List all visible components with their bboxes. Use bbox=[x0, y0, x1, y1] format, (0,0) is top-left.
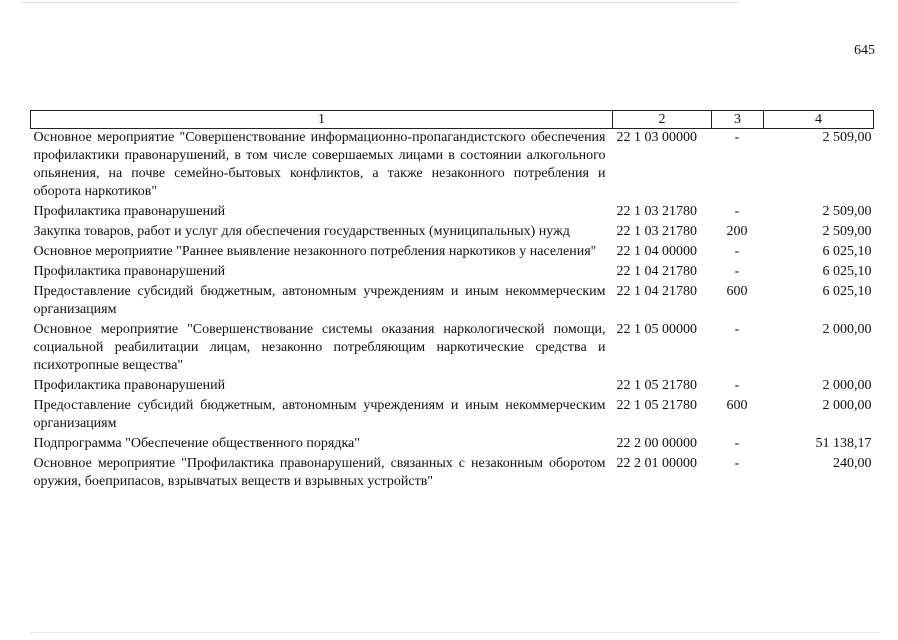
row-name: Основное мероприятие "Раннее выявление незаконного потребления наркотиков у населения" bbox=[33, 244, 597, 259]
row-code: 22 2 00 00000 bbox=[616, 436, 697, 451]
row-code: 22 1 05 00000 bbox=[616, 322, 697, 337]
scan-artifact-bottom bbox=[30, 632, 880, 633]
row-code: 22 1 05 21780 bbox=[616, 398, 697, 413]
row-amount: 2 000,00 bbox=[822, 378, 872, 393]
table-row bbox=[31, 129, 874, 204]
row-amount: 240,00 bbox=[833, 456, 872, 471]
table-row bbox=[31, 243, 874, 263]
row-name: Закупка товаров, работ и услуг для обеспечения государственных (муниципальных) нужд bbox=[33, 224, 570, 239]
row-type: - bbox=[734, 130, 740, 145]
row-name: Подпрограмма "Обеспечение общественного порядка" bbox=[33, 436, 360, 451]
table-row bbox=[31, 397, 874, 435]
header-col-4: 4 bbox=[764, 111, 874, 129]
row-amount: 2 000,00 bbox=[822, 398, 872, 413]
row-amount: 6 025,10 bbox=[822, 284, 872, 299]
header-col-3: 3 bbox=[712, 111, 764, 129]
row-type: - bbox=[734, 244, 740, 259]
row-name: Профилактика правонарушений bbox=[33, 378, 226, 393]
scan-artifact-top bbox=[20, 2, 740, 3]
header-row bbox=[31, 111, 874, 129]
row-name: Предоставление субсидий бюджетным, автономным учреждениям и иным некоммерческим организациям bbox=[33, 398, 606, 431]
row-type: - bbox=[734, 264, 740, 279]
row-name: Основное мероприятие "Профилактика правонарушений, связанных с незаконным оборотом оружия, боеприпасов, взрывчатых веществ и взрывных устройств" bbox=[33, 456, 606, 489]
header-col-1: 1 bbox=[31, 111, 613, 129]
row-type: - bbox=[734, 456, 740, 471]
row-type: - bbox=[734, 322, 740, 337]
row-name: Основное мероприятие "Совершенствование системы оказания наркологической помощи, социальной реабилитации лицам, незаконно потребляющим наркотические средства и психотропные вещества" bbox=[33, 322, 606, 373]
row-code: 22 1 04 21780 bbox=[616, 264, 697, 279]
table-row bbox=[31, 455, 874, 493]
table-row bbox=[31, 321, 874, 377]
row-type: 200 bbox=[726, 224, 748, 239]
row-code: 22 1 03 00000 bbox=[616, 130, 697, 145]
row-type: - bbox=[734, 436, 740, 451]
row-name: Профилактика правонарушений bbox=[33, 204, 226, 219]
row-amount: 2 509,00 bbox=[822, 130, 872, 145]
table-row bbox=[31, 203, 874, 223]
row-code: 22 1 04 00000 bbox=[616, 244, 697, 259]
row-amount: 2 509,00 bbox=[822, 204, 872, 219]
table-row bbox=[31, 435, 874, 455]
row-code: 22 2 01 00000 bbox=[616, 456, 697, 471]
row-code: 22 1 04 21780 bbox=[616, 284, 697, 299]
row-amount: 2 000,00 bbox=[822, 322, 872, 337]
table-row bbox=[31, 377, 874, 397]
row-name: Основное мероприятие "Совершенствование информационно-пропагандистского обеспечения профилактики правонарушений, в том числе совершаемых лицами в состоянии алкогольного опьянения, на почве семейно-бытовых конфликтов, а также незаконного потребления и оборота наркотиков" bbox=[33, 130, 606, 199]
row-name: Предоставление субсидий бюджетным, автономным учреждениям и иным некоммерческим организациям bbox=[33, 284, 606, 317]
row-type: 600 bbox=[726, 398, 748, 413]
table-row bbox=[31, 223, 874, 243]
table-row bbox=[31, 283, 874, 321]
row-type: - bbox=[734, 204, 740, 219]
header-col-2: 2 bbox=[613, 111, 712, 129]
row-code: 22 1 03 21780 bbox=[616, 224, 697, 239]
row-amount: 6 025,10 bbox=[822, 244, 872, 259]
row-amount: 2 509,00 bbox=[822, 224, 872, 239]
row-amount: 6 025,10 bbox=[822, 264, 872, 279]
row-amount: 51 138,17 bbox=[815, 436, 872, 451]
page-number: 645 bbox=[854, 43, 875, 58]
row-name: Профилактика правонарушений bbox=[33, 264, 226, 279]
table-header bbox=[31, 111, 874, 129]
row-type: - bbox=[734, 378, 740, 393]
table-body bbox=[31, 129, 874, 494]
row-code: 22 1 03 21780 bbox=[616, 204, 697, 219]
row-type: 600 bbox=[726, 284, 748, 299]
row-code: 22 1 05 21780 bbox=[616, 378, 697, 393]
table-row bbox=[31, 263, 874, 283]
budget-table bbox=[30, 110, 874, 493]
